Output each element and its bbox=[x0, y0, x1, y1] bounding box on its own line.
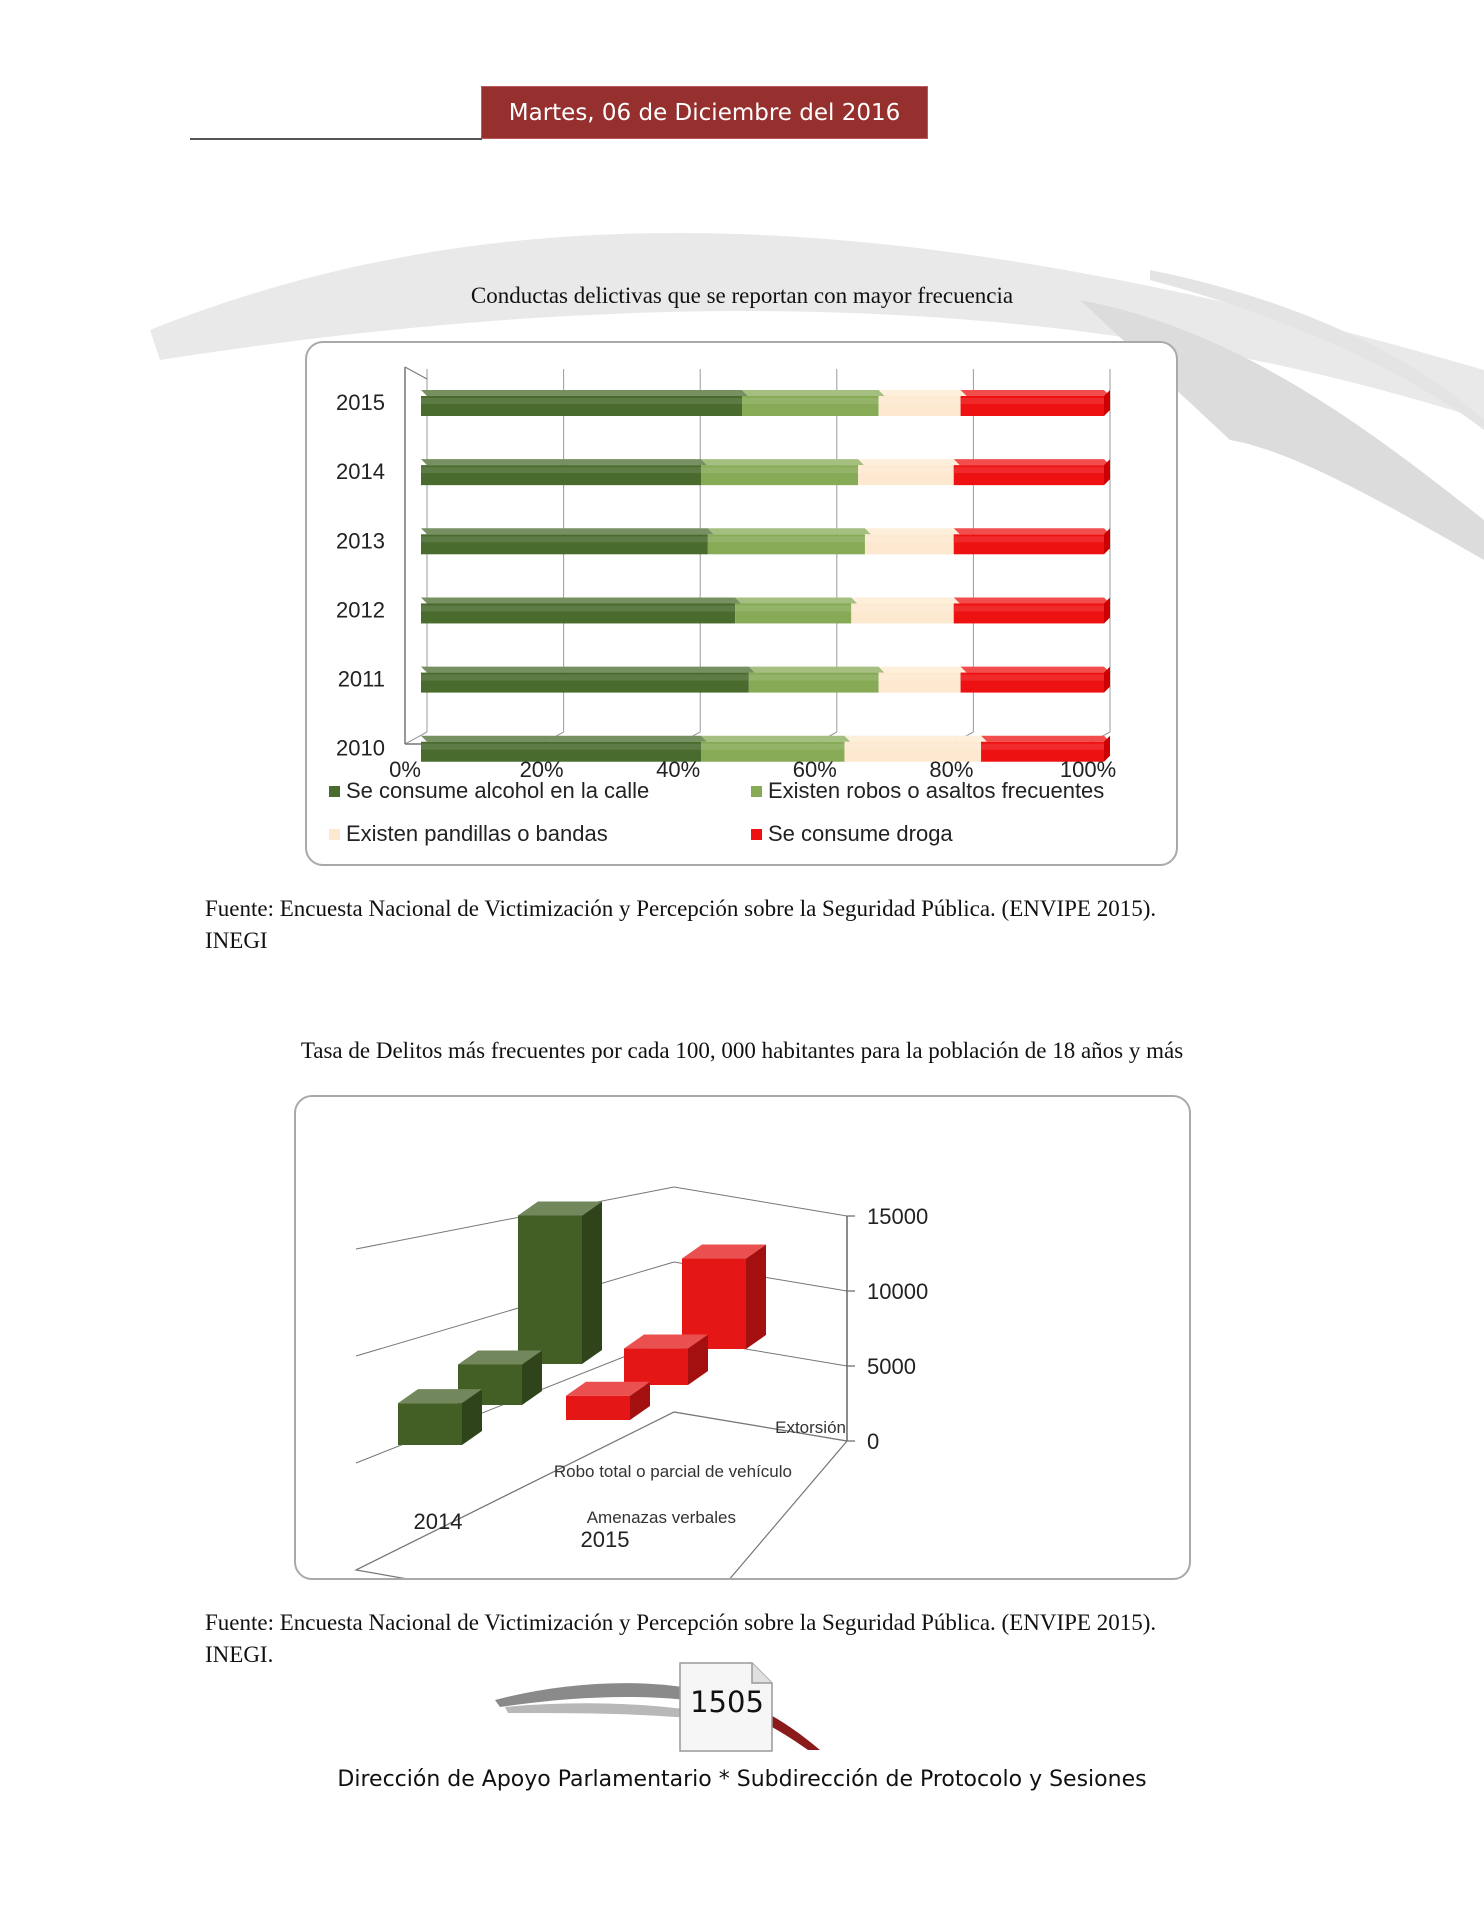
chart2-column bbox=[398, 1389, 482, 1445]
chart2-column bbox=[518, 1202, 602, 1365]
chart1-bar-segment bbox=[421, 597, 741, 623]
chart1-bar-segment bbox=[749, 667, 885, 693]
chart1-bar-segment bbox=[858, 459, 960, 485]
chart1-caption: Conductas delictivas que se reportan con mayor frecuencia bbox=[470, 283, 1014, 308]
chart1-bar-segment bbox=[421, 390, 748, 416]
chart1-x-tick-label: 20% bbox=[519, 757, 564, 782]
chart2-svg bbox=[296, 1097, 1189, 1578]
chart2-y-tick-label: 10000 bbox=[867, 1279, 929, 1304]
chart1-legend-swatch bbox=[751, 829, 762, 840]
chart1-legend-swatch bbox=[751, 786, 762, 797]
chart2-gridline bbox=[674, 1187, 847, 1216]
chart2-column-front bbox=[566, 1396, 630, 1420]
date-text: Martes, 06 de Diciembre del 2016 bbox=[508, 99, 901, 126]
chart2-column-front bbox=[398, 1403, 462, 1445]
chart1-axis-depth bbox=[405, 367, 427, 379]
chart2-column-side bbox=[582, 1202, 602, 1365]
chart1-source-line1: Fuente: Encuesta Nacional de Victimización y Percepción sobre la Seguridad Pública. (ENVIPE 2015). bbox=[205, 896, 1157, 921]
chart2-column-front bbox=[518, 1216, 582, 1365]
chart1-legend-label: Se consume droga bbox=[768, 821, 953, 846]
chart1-bar-segment bbox=[735, 597, 857, 623]
chart1-legend-label: Se consume alcohol en la calle bbox=[346, 778, 650, 803]
chart1-bar-segment bbox=[954, 459, 1110, 485]
chart2-y-tick-label: 0 bbox=[867, 1429, 880, 1454]
chart1-bar-segment bbox=[961, 667, 1110, 693]
page-number: 1505 bbox=[690, 1685, 764, 1719]
chart1-y-tick-label: 2014 bbox=[336, 459, 385, 485]
chart2-source-line2: INEGI. bbox=[205, 1642, 274, 1667]
chart1-bar-segment bbox=[865, 528, 960, 554]
chart1-bar-segment bbox=[421, 528, 714, 554]
chart1-legend-item bbox=[329, 821, 608, 846]
chart1-x-tick-label: 40% bbox=[656, 757, 701, 782]
chart2-year-label: 2014 bbox=[413, 1509, 463, 1534]
chart2-frame bbox=[294, 1095, 1191, 1580]
chart1-legend-item bbox=[329, 778, 649, 803]
chart1-bar-segment bbox=[954, 528, 1110, 554]
chart1-x-tick-label: 0% bbox=[389, 757, 421, 782]
chart1-bar-segment bbox=[421, 667, 755, 693]
chart1-y-tick-label: 2010 bbox=[336, 735, 385, 761]
chart1-y-tick-label: 2013 bbox=[336, 528, 385, 554]
chart1-legend-item bbox=[751, 778, 1104, 803]
chart1-bar-segment bbox=[701, 459, 864, 485]
chart2-category-label: Robo total o parcial de vehículo bbox=[553, 1462, 792, 1481]
chart2-gridline bbox=[356, 1187, 674, 1249]
chart1-legend-label: Existen robos o asaltos frecuentes bbox=[768, 778, 1105, 803]
chart2-source-line1: Fuente: Encuesta Nacional de Victimización y Percepción sobre la Seguridad Pública. (ENVIPE 2015). bbox=[205, 1610, 1157, 1635]
chart1-legend-label: Existen pandillas o bandas bbox=[346, 821, 608, 846]
chart2-column-front bbox=[624, 1349, 688, 1385]
chart1-bar-segment bbox=[742, 390, 885, 416]
date-banner bbox=[481, 86, 928, 139]
chart1-frame bbox=[305, 341, 1178, 866]
chart1-source-line2: INEGI bbox=[205, 928, 268, 953]
chart1-legend-swatch bbox=[329, 829, 340, 840]
chart1-legend-item bbox=[751, 821, 953, 846]
chart1-bar-segment bbox=[879, 390, 967, 416]
chart2-category-label: Extorsión bbox=[775, 1418, 846, 1437]
chart1-bar-segment bbox=[851, 597, 959, 623]
chart1-x-tick-label: 80% bbox=[929, 757, 974, 782]
chart1-x-tick-label: 100% bbox=[1059, 757, 1117, 782]
footer-text: Dirección de Apoyo Parlamentario * Subdirección de Protocolo y Sesiones bbox=[337, 1767, 1147, 1792]
chart2-y-tick-label: 5000 bbox=[867, 1354, 916, 1379]
chart2-column-side bbox=[746, 1245, 766, 1349]
chart2-column bbox=[682, 1245, 766, 1349]
chart1-y-tick-label: 2015 bbox=[336, 390, 385, 415]
chart2-caption: Tasa de Delitos más frecuentes por cada 100, 000 habitantes para la población de 18 años y más bbox=[300, 1038, 1184, 1063]
chart2-column bbox=[566, 1382, 650, 1420]
chart1-legend-swatch bbox=[329, 786, 340, 797]
chart1-bar-segment bbox=[708, 528, 871, 554]
header-rule bbox=[190, 138, 482, 140]
chart2-y-tick-label: 15000 bbox=[867, 1204, 929, 1229]
chart1-y-tick-label: 2012 bbox=[336, 597, 385, 623]
chart2-year-label: 2015 bbox=[580, 1527, 630, 1552]
chart2-column bbox=[624, 1335, 708, 1385]
chart1-bar-segment bbox=[961, 390, 1110, 416]
chart2-category-label: Amenazas verbales bbox=[586, 1508, 736, 1527]
chart1-x-tick-label: 60% bbox=[792, 757, 837, 782]
chart2-gridline bbox=[356, 1262, 674, 1356]
chart1-bar-segment bbox=[879, 667, 967, 693]
chart1-y-tick-label: 2011 bbox=[337, 666, 385, 692]
chart1-bar-segment bbox=[954, 597, 1110, 623]
chart1-bar-segment bbox=[421, 459, 707, 485]
chart1-svg bbox=[307, 343, 1176, 864]
